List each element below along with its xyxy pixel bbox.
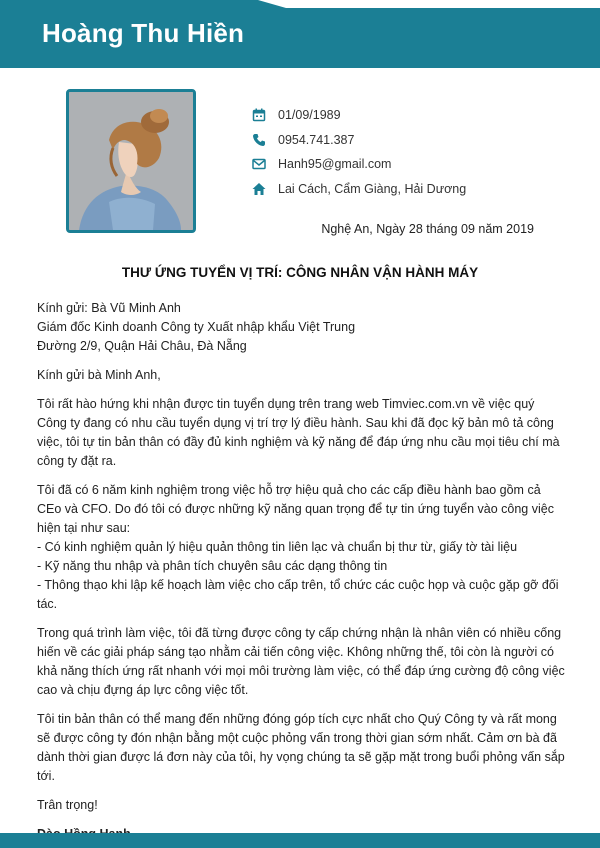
envelope-icon: [252, 157, 266, 171]
contact-phone: [252, 128, 466, 153]
letter-date: Nghệ An, Ngày 28 tháng 09 năm 2019: [321, 222, 534, 236]
list-item: - Kỹ năng thu nhập và phân tích chuyên sâu các dạng thông tin: [37, 559, 388, 573]
list-item: - Thông thạo khi lập kế hoạch làm việc cho cấp trên, tổ chức các cuộc họp và cuộc gặp gỡ đối tác.: [37, 578, 559, 611]
recipient-line: Đường 2/9, Quận Hải Châu, Đà Nẵng: [37, 339, 247, 353]
candidate-name: Hoàng Thu Hiền: [42, 18, 245, 48]
greeting: Kính gửi bà Minh Anh,: [37, 368, 161, 382]
paragraph-3: Trong quá trình làm việc, tôi đã từng được công ty cấp chứng nhận là nhân viên có nhiều cống hiến về các giải pháp sáng tạo nhằm cải tiến công việc. Không những thế, tôi còn là người có khả năng thích ứng rất nhanh với mọi môi trường làm việc, có thể đáp ứng cường độ công việc cao và chịu đựng áp lực công việc tốt.: [37, 626, 565, 697]
contact-info: [252, 103, 466, 201]
contact-birthdate: [252, 103, 466, 128]
birthdate-text: 01/09/1989: [278, 108, 341, 123]
recipient-line: Giám đốc Kinh doanh Công ty Xuất nhập khẩu Việt Trung: [37, 320, 356, 334]
header-banner: [0, 0, 600, 68]
profile-photo: [66, 89, 196, 233]
paragraph-4: Tôi tin bản thân có thể mang đến những đóng góp tích cực nhất cho Quý Công ty và rất mong sẽ được công ty đón nhận bằng một cuộc phỏng vấn trong thời gian sớm nhất. Cảm ơn bà đã dành thời gian được lá đơn này của tôi, hy vọng chúng ta sẽ gặp mặt trong buổi phỏng vấn sắp tới.: [37, 712, 565, 783]
list-item: - Có kinh nghiệm quản lý hiệu quản thông tin liên lạc và chuẩn bị thư từ, giấy tờ tài liệu: [37, 540, 518, 554]
contact-email: [252, 152, 466, 177]
recipient-block: [37, 299, 565, 356]
address-text: Lai Cách, Cẩm Giàng, Hải Dương: [278, 181, 467, 196]
skills-list: [37, 538, 565, 614]
footer-bar: [0, 833, 600, 848]
calendar-icon: [252, 108, 266, 122]
phone-icon: [252, 133, 266, 147]
contact-address: [252, 177, 466, 202]
paragraph-1: Tôi rất hào hứng khi nhận được tin tuyển dụng trên trang web Timviec.com.vn về việc quý Công ty đang có nhu cầu tuyển dụng vị trí trợ lý điều hành. Sau khi đã đọc kỹ bản mô tả công việc, tôi tự tin bản thân có đầy đủ kinh nghiệm và kỹ năng để đáp ứng nhu cầu mọi tiêu chí mà công ty đặt ra.: [37, 397, 560, 468]
recipient-line: Kính gửi: Bà Vũ Minh Anh: [37, 301, 181, 315]
closing: Trân trọng!: [37, 798, 98, 812]
letter-body: [37, 299, 565, 844]
portrait-image: [69, 92, 193, 230]
paragraph-2: Tôi đã có 6 năm kinh nghiệm trong việc hỗ trợ hiệu quả cho các cấp điều hành bao gồm cả CEo và CFO. Do đó tôi có được những kỹ năng quan trọng để tự tin ứng tuyển vào công việc hiện tại như sau:: [37, 483, 554, 535]
email-text: Hanh95@gmail.com: [278, 157, 392, 172]
letter-title: THƯ ỨNG TUYỂN VỊ TRÍ: CÔNG NHÂN VẬN HÀNH MÁY: [121, 265, 479, 280]
home-icon: [252, 182, 266, 196]
phone-text: 0954.741.387: [278, 132, 355, 147]
